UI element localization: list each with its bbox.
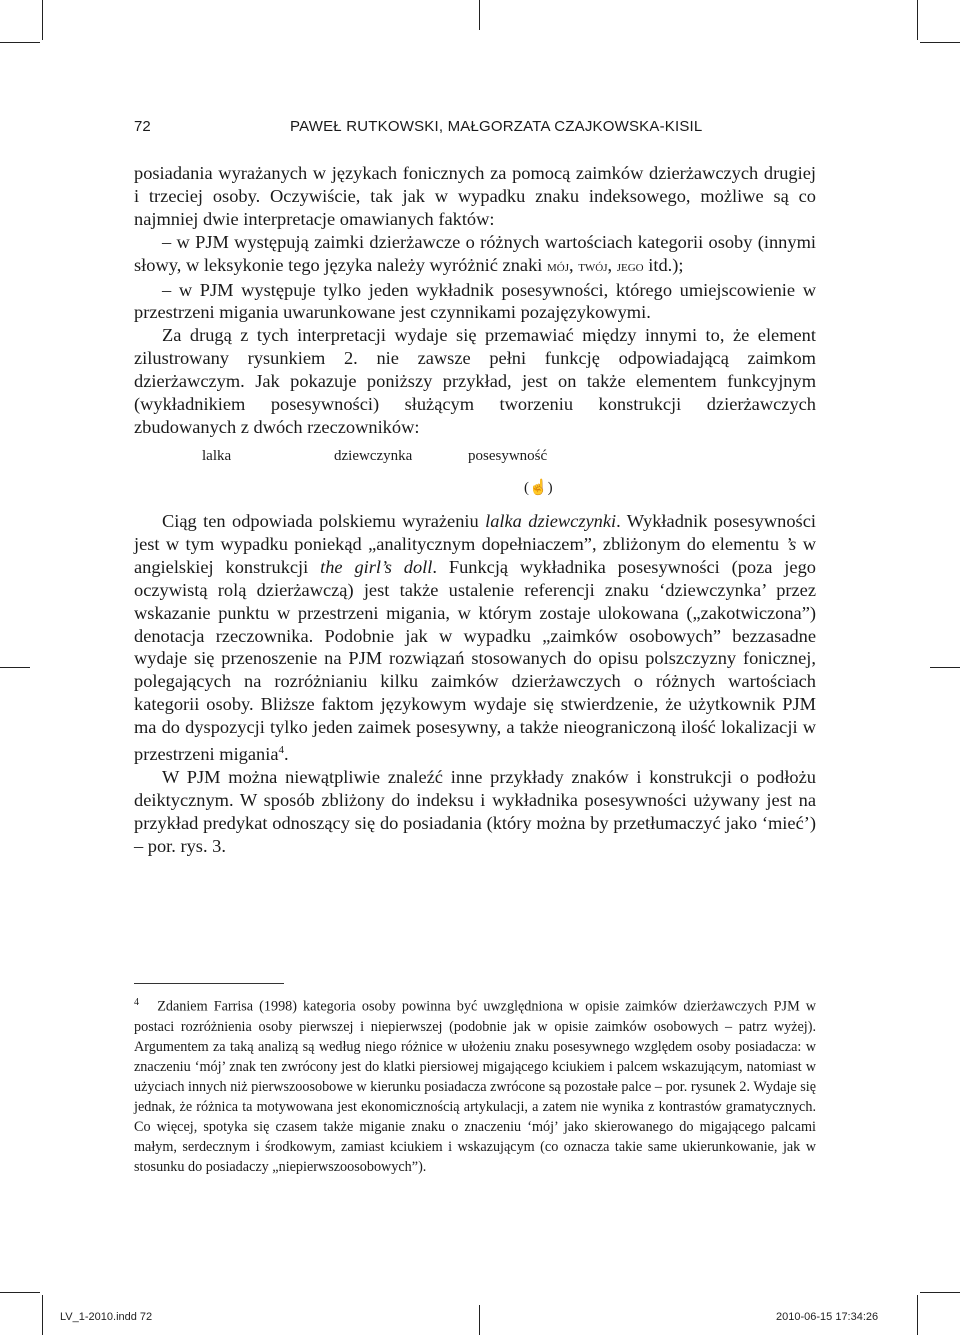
running-head: PAWEŁ RUTKOWSKI, MAŁGORZATA CZAJKOWSKA-KISIL xyxy=(290,118,703,135)
paragraph-2: Za drugą z tych interpretacji wydaje się przemawiać między innymi to, że element zilustrowany rysunkiem 2. nie zawsze pełni funkcję odpowiadającą zaimkom dzierżawczym. Jak pokazuje poniższy przykład, jest on także elementem funkcyjnym (wykładnikiem posesywności) służącym tworzeniu konstrukcji dzierżawczych zbudowanych z dwóch rzeczowników: xyxy=(134,325,816,437)
sep-1: , xyxy=(569,254,579,275)
crop-mark-right-center xyxy=(930,667,960,668)
crop-mark-top-center xyxy=(479,0,480,30)
p3-text-b: . Wykładnik posesywności jest w tym wypadku poniekąd „analitycznym dopełniaczem”, zbliżonym do elementu xyxy=(134,511,816,554)
gloss-word-posesywnosc: posesywność xyxy=(468,448,548,464)
crop-mark-top-left-v xyxy=(42,0,43,40)
body-text-continued xyxy=(134,510,816,858)
footnote-4 xyxy=(134,993,816,1177)
slug-file: LV_1-2010.indd 72 xyxy=(60,1311,153,1323)
crop-mark-bottom-left-v xyxy=(42,1295,43,1335)
list-item-1-text-a: – w PJM występują zaimki dzierżawcze o różnych wartościach kategorii osoby (innymi słowy, w leksykonie tego języka należy wyróżnić znaki xyxy=(134,231,816,275)
p3-italic-3: the girl’s doll xyxy=(320,556,433,577)
paragraph-3 xyxy=(134,510,816,766)
gloss-word-lalka: lalka xyxy=(202,448,232,464)
crop-mark-bottom-right-h xyxy=(920,1292,960,1293)
crop-mark-top-right-v xyxy=(917,0,918,40)
footnote-number: 4 xyxy=(134,997,139,1008)
gloss-word-dziewczynka: dziewczynka xyxy=(334,448,413,464)
sign-jego: jego xyxy=(616,258,644,275)
sign-moj: mój xyxy=(546,258,569,275)
p3-text-a: Ciąg ten odpowiada polskiemu wyrażeniu xyxy=(162,511,486,531)
sep-2: , xyxy=(607,254,617,275)
p3-italic-2: ’s xyxy=(785,533,797,554)
crop-mark-left-center xyxy=(0,667,30,668)
crop-mark-top-left-h xyxy=(0,42,40,43)
crop-mark-bottom-center xyxy=(479,1305,480,1335)
paragraph-4: W PJM można niewątpliwie znaleźć inne przykłady znaków i konstrukcji o podłożu deiktycznym. W sposób zbliżony do indeksu i wykładnika posesywności używany jest na przykład predykat odnoszący się do posiadania (który można by przetłumaczyć jako ‘mieć’) – por. rys. 3. xyxy=(134,767,816,856)
gloss-example xyxy=(134,448,816,508)
hand-sign-icon: (☝) xyxy=(524,480,553,496)
footnote-divider xyxy=(134,983,284,984)
sign-twoj: twój xyxy=(578,258,608,275)
crop-mark-bottom-right-v xyxy=(917,1295,918,1335)
p3-text-c: w angielskiej konstrukcji xyxy=(134,533,816,577)
slug-date: 2010-06-15 17:34:26 xyxy=(776,1311,879,1323)
body-text xyxy=(134,162,816,439)
p3-italic-1: lalka dziewczynki xyxy=(485,511,617,531)
list-item-2: – w PJM występuje tylko jeden wykładnik posesywności, którego umiejscowienie w przestrzeni migania uwarunkowane jest czynnikami pozajęzykowymi. xyxy=(134,279,816,323)
footnote-ref-4[interactable]: 4 xyxy=(278,744,285,757)
paragraph-1: posiadania wyrażanych w językach fonicznych za pomocą zaimków dzierżawczych drugiej i trzeciej osoby. Oczywiście, tak jak w wypadku znaku indeksowego, możliwe są co najmniej dwie interpretacje omawianych faktów: xyxy=(134,163,816,229)
crop-mark-top-right-h xyxy=(920,42,960,43)
crop-mark-bottom-left-h xyxy=(0,1292,40,1293)
list-item-1-text-b: itd.); xyxy=(643,254,684,275)
p3-text-d: . Funkcją wykładnika posesywności (poza jego oczywistą rolą dzierżawczą) jest także ustalenie referencji znaku ‘dziewczynka’ przez wskazanie punktu w przestrzeni migania, w którym zostaje ulokowana („zakotwiczona”) denotacja rzeczownika. Podobnie jak w wypadku „zaimków osobowych” bezzasadne wydaje się przenoszenie na PJM rozwiązań stosowanych do opisu polszczyzny fonicznej, polegających na rozróżnianiu kilku zaimków dzierżawczych o różnych wartościach kategorii osoby. Bliższe faktom językowym wydaje się stwierdzenie, że użytkownik PJM ma do dyspozycji tylko jeden zaimek posesywny, a także nieograniczoną ilość lokalizacji w przestrzeni migania xyxy=(134,556,816,765)
list-item-1 xyxy=(134,231,816,279)
footnote-text: Zdaniem Farrisa (1998) kategoria osoby powinna być uwzględniona w opisie zaimków dzierżawczych PJM w postaci rozróżnienia osoby pierwszej i niepierwszej (podobnie jak w opisie zaimków osobowych – patrz wyżej). Argumentem za taką analizą są według niego różnice w ułożeniu znaku posesywnego względem osoby posiadacza: w znaczeniu ‘mój’ znak ten zwrócony jest do klatki piersiowej migającego kciukiem i palcem wskazującym, natomiast w użyciach innych niż pierwszoosobowe w kierunku posiadacza zwrócone są pozostałe palce – por. rysunek 2. Wydaje się jednak, że różnica ta motywowana jest ekonomicznością artykulacji, a zatem nie wynika z kontrastów gramatycznych. Co więcej, spotyka się czasem także miganie znaku o znaczeniu ‘mój’ jako skierowanego do migającego palcami małym, serdecznym i środkowym, zamiast kciukiem i wskazującym (co oznacza takie same ukierunkowanie, jak w stosunku do posiadaczy „niepierwszoosobowych”). xyxy=(134,998,817,1175)
p3-end: . xyxy=(284,744,289,765)
page-number: 72 xyxy=(134,118,151,135)
footnote xyxy=(134,993,816,1177)
